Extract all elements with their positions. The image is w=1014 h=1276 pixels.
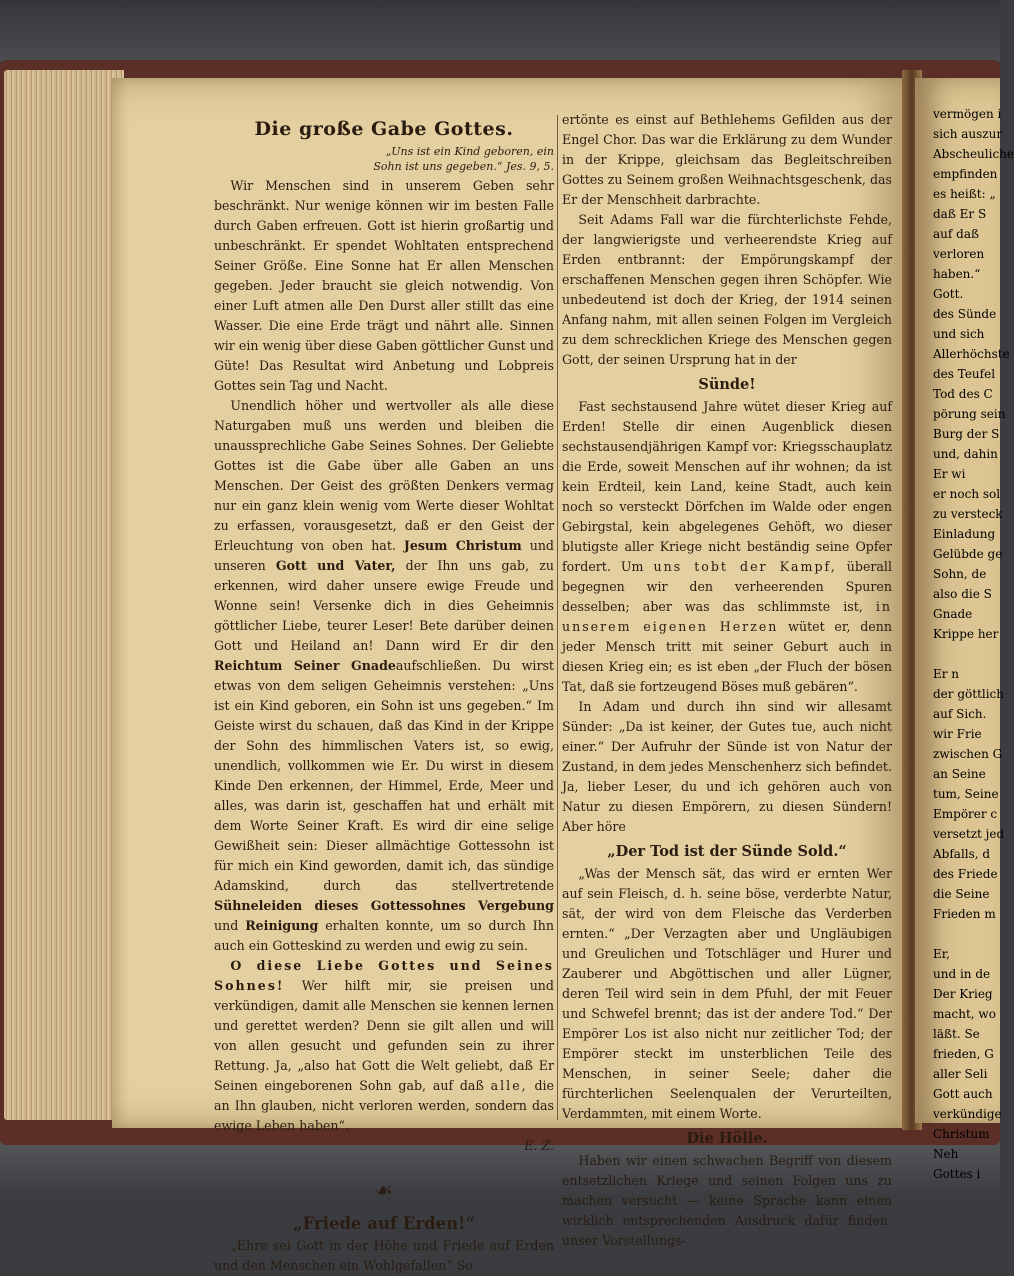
right-page-line: tum, Seine [933,787,999,801]
right-page-line: verloren [933,247,985,261]
right-page-line: Allerhöchste [933,347,1010,361]
right-page-line: Gelübde ge [933,547,1003,561]
right-page-line: auf Sich. [933,707,987,721]
right-page-line: und in de [933,967,991,981]
right-page-line: aller Seli [933,1067,988,1081]
right-page-line: frieden, G [933,1047,994,1061]
right-page-line: macht, wo [933,1007,996,1021]
right-page-line: Tod des C [933,387,993,401]
right-page-line: Frieden m [933,907,996,921]
right-page-line: wir Frie [933,727,982,741]
right-page-line: des Teufel [933,367,996,381]
middle-column [562,110,892,1251]
right-page-line: verkündige [933,1107,1002,1121]
paragraph: Haben wir einen schwachen Begriff von diesem entsetzlichen Kriege und seinen Folgen uns zu machen versucht — keine Sprache kann einen wirklich entsprechenden Ausdruck dafür finden. unser Vorstellungs- [562,1153,892,1248]
paragraph: Wir Menschen sind in unserem Geben sehr beschränkt. Nur wenige können wir im besten Falle durch Gaben erfreuen. Gott ist hierin großartig und unbeschränkt. Er spendet Wohltaten entsprechend Seiner Größe. Eine Sonne hat Er allen Menschen gegeben. Jeder braucht sie gleich notwendig. Von einer Luft atmen alle Den Durst aller stillt das eine Wasser. Die eine Erde trägt und nährt alle. Sinnen wir ein wenig über diese Gaben göttlicher Gunst und Güte! Das Resultat wird Anbetung und Lobpreis Gottes sein Tag und Nacht. [214,178,554,393]
paragraph: Unendlich höher und wertvoller als alle diese Naturgaben muß uns werden und bleiben die unaussprechliche Gabe Seines Sohnes. Der Geliebte Gottes ist die Gabe über alle Gaben an uns Menschen. Der Geist des größten Denkers vermag nur ein ganz klein wenig vom Werte dieser Wohltat zu erfassen, vorausgesetzt, daß er den Geist der Erleuchtung von oben hat. Jesum Christum und unseren Gott und Vater, der Ihn uns gab, zu erkennen, wird daher unsere ewige Freude und Wonne sein! Versenke dich in dies Geheimnis göttlicher Liebe, teurer Leser! Bete darüber deinen Gott und Heiland an! Dann wird Er dir den Reichtum Seiner Gnadeaufschließen. Du wirst etwas von dem seligen Geheimnis verstehen: „Uns ist ein Kind geboren, ein Sohn ist uns gegeben.“ Im Geiste wirst du schauen, daß das Kind in der Krippe der Sohn des himmlischen Vaters ist, so ewig, unendlich, vollkommen wie Er. Du wirst in diesem Kinde Den erkennen, der Himmel, Erde, Meer und alles, was darin ist, geschaffen hat und erhält mit dem Worte Seiner Kraft. Es wird dir eine selige Gewißheit sein: Dieser allmächtige Gottessohn ist für mich ein Kind geworden, damit ich, das sündige Adamskind, durch das stellvertretende Sühneleiden dieses Gottessohnes Vergebung und Reinigung erhalten konnte, um so durch Ihn auch ein Gotteskind zu werden und ewig zu sein. [214,398,554,953]
right-page-line: die Seine [933,887,990,901]
right-page-line: Er n [933,667,960,681]
right-page-line: des Friede [933,867,998,881]
right-page-line: und, dahin [933,447,998,461]
section-heading: Sünde! [698,376,756,393]
right-page-line: sich auszur [933,127,1003,141]
left-column [214,112,554,1276]
right-page-line: daß Er S [933,207,987,221]
paragraph: Seit Adams Fall war die fürchterlichste Fehde, der langwierigste und verheerendste Krieg auf Erden entbrannt: der Empörungskampf der erschaffenen Menschen gegen ihren Schöpfer. Wie unbedeutend ist doch der Krieg, der 1914 seinen Anfang nahm, mit allen seinen Folgen im Vergleich zu dem schrecklichen Kriege des Menschen gegen Gott, der seinen Ursprung hat in der [562,212,892,367]
right-page-line: auf daß [933,227,979,241]
right-page-line: haben.“ [933,267,981,281]
right-page-line: Burg der S [933,427,1000,441]
background-top [0,0,1000,62]
right-page-line: Krippe her [933,627,999,641]
paragraph: ertönte es einst auf Bethlehems Gefilden aus der Engel Chor. Das war die Erklärung zu dem Wunder in der Krippe, gleichsam das Begleitschreiben Gottes zu Seinem großen Weihnachtsgeschenk, das Er der Menschheit darbrachte. [562,112,892,207]
article-title: Die große Gabe Gottes. [254,118,514,140]
motto-line-1: „Uns ist ein Kind geboren, ein [385,145,554,158]
right-page-line: Gott auch [933,1087,993,1101]
author-signature: E. Z. [524,1138,554,1153]
right-page-line: Der Krieg [933,987,993,1001]
page-edges [4,70,124,1120]
article-motto [214,144,554,174]
paragraph: „Ehre sei Gott in der Höhe und Friede auf Erden und den Menschen ein Wohlgefallen“ So [214,1238,554,1273]
right-page-line: Einladung [933,527,996,541]
right-page-line: Christum [933,1127,990,1141]
right-page-line: Neh [933,1147,959,1161]
section-heading: Die Hölle. [686,1130,768,1147]
ornament-icon: ☙ [375,1178,393,1202]
motto-line-2: Sohn ist uns gegeben.“ Jes. 9, 5. [373,160,554,173]
right-page-line: und sich [933,327,985,341]
right-page-text [915,104,1014,1184]
right-page-line: des Sünde [933,307,997,321]
right-page-line: Er wi [933,467,966,481]
right-page-line: Sohn, de [933,567,987,581]
section-heading: „Der Tod ist der Sünde Sold.“ [607,843,847,860]
right-page-line: der göttlich [933,687,1005,701]
paragraph: In Adam und durch ihn sind wir allesamt Sünder: „Da ist keiner, der Gutes tue, auch nicht einer.“ Der Aufruhr der Sünde ist von Natur der Zustand, in dem jedes Menschenherz sich befindet. Ja, lieber Leser, du und ich gehören auch von Natur zu diesen Empörern, zu diesen Sündern! Aber höre [562,699,892,834]
right-page-line: empfinden [933,167,998,181]
right-page-line: Gnade [933,607,973,621]
right-page-line: Gottes i [933,1167,981,1181]
right-page-line: zwischen G [933,747,1003,761]
right-page-line: also die S [933,587,992,601]
paragraph: „Was der Mensch sät, das wird er ernten Wer auf sein Fleisch, d. h. seine böse, verderbte Natur, sät, der wird von dem Fleische das Verderben ernten.“ „Der Verzagten aber und Ungläubigen und Greulichen und Totschläger und Hurer und Zauberer und Abgöttischen und aller Lügner, deren Teil wird sein in dem Pfuhl, der mit Feuer und Schwefel brennt; das ist der andere Tod.“ Der Empörer Los ist also nicht nur zeitlicher Tod; der Empörer steckt im unsterblichen Teile des Menschen, in seiner Seele; daher die fürchterlichen Seelenqualen der Verurteilten, Verdammten, mit einem Worte. [562,866,892,1121]
right-page-line: läßt. Se [933,1027,980,1041]
paragraph: O diese Liebe Gottes und Seines Sohnes! Wer hilft mir, sie preisen und verkündigen, damit alle Menschen sie kennen lernen und gerettet werden? Denn sie gilt allen und will von allen gesucht und gefunden sein zu ihrer Rettung. Ja, „also hat Gott die Welt geliebt, daß Er Seinen eingeborenen Sohn gab, auf daß alle, die an Ihn glauben, nicht verloren werden, sondern das ewige Leben haben“. E. Z. [214,956,554,1156]
right-page-line: Abfalls, d [933,847,991,861]
column-divider [557,115,558,1120]
right-page-line: Gott. [933,287,964,301]
right-page-line: versetzt jed [933,827,1005,841]
paragraph: Fast sechstausend Jahre wütet dieser Krieg auf Erden! Stelle dir einen Augenblick diesen sechstausendjährigen Kampf vor: Kriegsschauplatz die Erde, soweit Menschen auf ihr wohnen; da ist kein Erdteil, kein Land, keine Stadt, auch kein noch so versteckt Dörfchen im Walde oder engen Gebirgstal, kein abgelegenes Gehöft, wo dieser blutigste aller Kriege nicht beständig seine Opfer fordert. Um uns tobt der Kampf, überall begegnen wir den verheerenden Spuren desselben; aber was das schlimmste ist, in unserem eigenen Herzen wütet er, denn jeder Mensch tritt mit seiner Geburt auch in diesen Krieg ein; es ist eben „der Fluch der bösen Tat, daß sie fortzeugend Böses muß gebären“. [562,399,892,694]
right-page-line: er noch sol [933,487,1001,501]
right-page-line: Abscheuliche [933,147,1014,161]
right-page-line: vermögen i [933,107,1002,121]
right-page-line: zu versteck [933,507,1003,521]
right-page-line: pörung sein [933,407,1006,421]
right-page-line: an Seine [933,767,986,781]
right-page-line [915,644,1000,664]
right-page-line: Er, [933,947,950,961]
right-page-line: es heißt: „ [933,187,996,201]
right-page-line [915,924,1000,944]
article-title-2: „Friede auf Erden!“ [293,1214,475,1233]
right-page-line: Empörer c [933,807,998,821]
right-page [915,78,1014,1181]
